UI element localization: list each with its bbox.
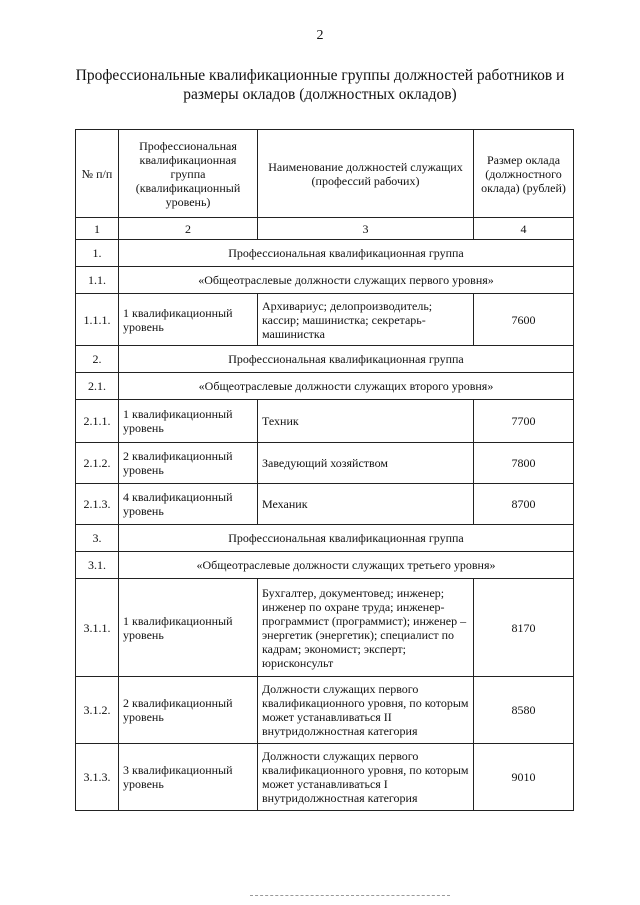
row-number: 1. [76,240,119,267]
row-number: 3. [76,525,119,552]
subgroup-row [76,373,574,400]
subgroup-row [76,267,574,294]
row-number: 2.1.3. [76,484,119,525]
positions: Архивариус; делопроизводитель; кассир; машинистка; секретарь-машинистка [258,294,474,346]
salary: 7700 [474,400,574,443]
scan-artifact [250,895,450,902]
qualification-level: 1 квалификационный уровень [119,579,258,677]
positions: Должности служащих первого квалификационного уровня, по которым может устанавливаться II внутридолжностная категория [258,677,474,744]
qualification-level: 4 квалификационный уровень [119,484,258,525]
column-number: 1 [76,218,119,240]
qualification-level: 1 квалификационный уровень [119,294,258,346]
row-number: 2.1.2. [76,443,119,484]
row-number: 1.1.1. [76,294,119,346]
row-number: 2. [76,346,119,373]
table-header-row [76,130,574,218]
group-row [76,525,574,552]
row-number: 1.1. [76,267,119,294]
subgroup-title: «Общеотраслевые должности служащих первого уровня» [119,267,574,294]
salary: 7800 [474,443,574,484]
row-number: 2.1. [76,373,119,400]
group-row [76,240,574,267]
subgroup-title: «Общеотраслевые должности служащих третьего уровня» [119,552,574,579]
positions: Заведующий хозяйством [258,443,474,484]
header-group: Профессиональная квалификационная группа (квалификационный уровень) [119,130,258,218]
salary: 8170 [474,579,574,677]
salary-table [75,129,574,811]
table-row [76,484,574,525]
row-number: 3.1.1. [76,579,119,677]
table-row [76,579,574,677]
header-positions: Наименование должностей служащих (профессий рабочих) [258,130,474,218]
salary: 7600 [474,294,574,346]
header-salary: Размер оклада (должностного оклада) (рублей) [474,130,574,218]
column-number: 3 [258,218,474,240]
column-number: 2 [119,218,258,240]
page-number: 2 [316,28,324,43]
table-row [76,443,574,484]
row-number: 3.1.2. [76,677,119,744]
column-number: 4 [474,218,574,240]
table-row [76,294,574,346]
positions: Должности служащих первого квалификационного уровня, по которым может устанавливаться I внутридолжностная категория [258,744,474,811]
positions: Механик [258,484,474,525]
qualification-level: 3 квалификационный уровень [119,744,258,811]
row-number: 2.1.1. [76,400,119,443]
group-title: Профессиональная квалификационная группа [119,346,574,373]
subgroup-title: «Общеотраслевые должности служащих второго уровня» [119,373,574,400]
row-number: 3.1.3. [76,744,119,811]
salary: 9010 [474,744,574,811]
table-row [76,677,574,744]
positions: Бухгалтер, документовед; инженер; инженер по охране труда; инженер-программист (программист); инженер – энергетик (энергетик); специалист по кадрам; экономист; эксперт; юрисконсульт [258,579,474,677]
qualification-level: 2 квалификационный уровень [119,443,258,484]
salary: 8580 [474,677,574,744]
column-numbers-row [76,218,574,240]
subgroup-row [76,552,574,579]
group-title: Профессиональная квалификационная группа [119,525,574,552]
qualification-level: 2 квалификационный уровень [119,677,258,744]
group-title: Профессиональная квалификационная группа [119,240,574,267]
table-row [76,744,574,811]
document-title: Профессиональные квалификационные группы должностей работников и размеры окладов (должностных окладов) [75,67,565,103]
salary: 8700 [474,484,574,525]
row-number: 3.1. [76,552,119,579]
qualification-level: 1 квалификационный уровень [119,400,258,443]
header-number: № п/п [76,130,119,218]
table-row [76,400,574,443]
positions: Техник [258,400,474,443]
group-row [76,346,574,373]
